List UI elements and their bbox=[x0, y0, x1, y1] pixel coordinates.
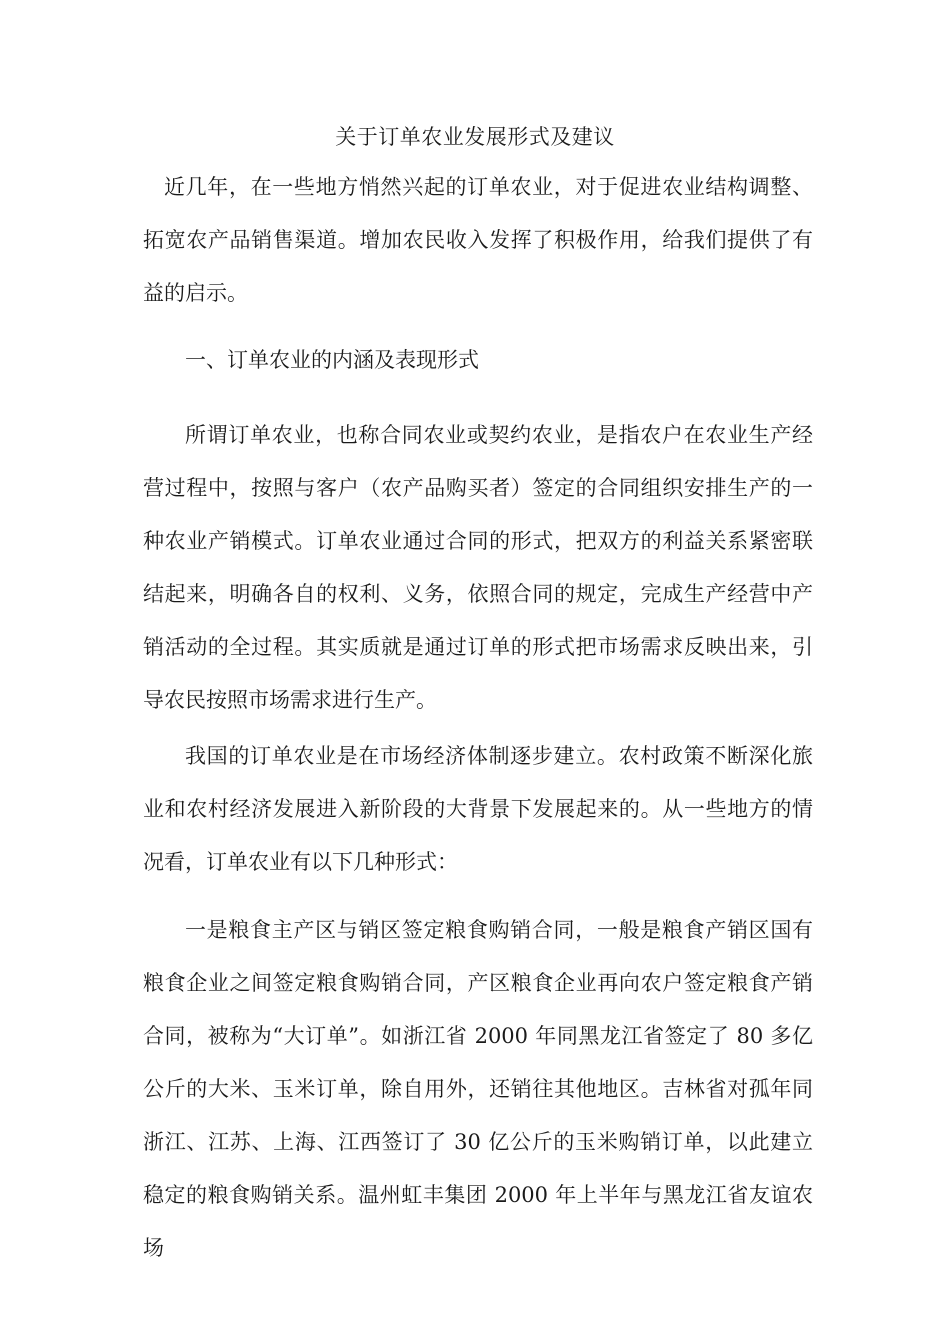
form-one-paragraph: 一是粮食主产区与销区签定粮食购销合同，一般是粮食产销区国有粮食企业之间签定粮食购销合同，产区粮食企业再向农户签定粮食产销合同，被称为“大订单”。如浙江省 2000 年同黑龙江省签定了 80 多亿公斤的大米、玉米订单，除自用外，还销往其他地区。吉林省对孤年同浙江、江苏、上海、江西签订了 30 亿公斤的玉米购销订单，以此建立稳定的粮食购销关系。温州虹丰集团 2000 年上半年与黑龙江省友谊农场 bbox=[143, 918, 813, 1260]
intro-paragraph: 近几年，在一些地方悄然兴起的订单农业，对于促进农业结构调整、拓宽农产品销售渠道。增加农民收入发挥了积极作用，给我们提供了有益的启示。 bbox=[143, 175, 813, 305]
definition-paragraph: 所谓订单农业，也称合同农业或契约农业，是指农户在农业生产经营过程中，按照与客户（农产品购买者）签定的合同组织安排生产的一种农业产销模式。订单农业通过合同的形式，把双方的利益关系紧密联结起来，明确各自的权利、义务，依照合同的规定，完成生产经营中产销活动的全过程。其实质就是通过订单的形式把市场需求反映出来，引导农民按照市场需求进行生产。 bbox=[143, 423, 813, 712]
document-title: 关于订单农业发展形式及建议 bbox=[335, 125, 615, 149]
origin-paragraph: 我国的订单农业是在市场经济体制逐步建立。农村政策不断深化旅业和农村经济发展进入新阶段的大背景下发展起来的。从一些地方的情况看，订单农业有以下几种形式： bbox=[143, 744, 813, 874]
section-heading: 一、订单农业的内涵及表现形式 bbox=[185, 348, 479, 372]
